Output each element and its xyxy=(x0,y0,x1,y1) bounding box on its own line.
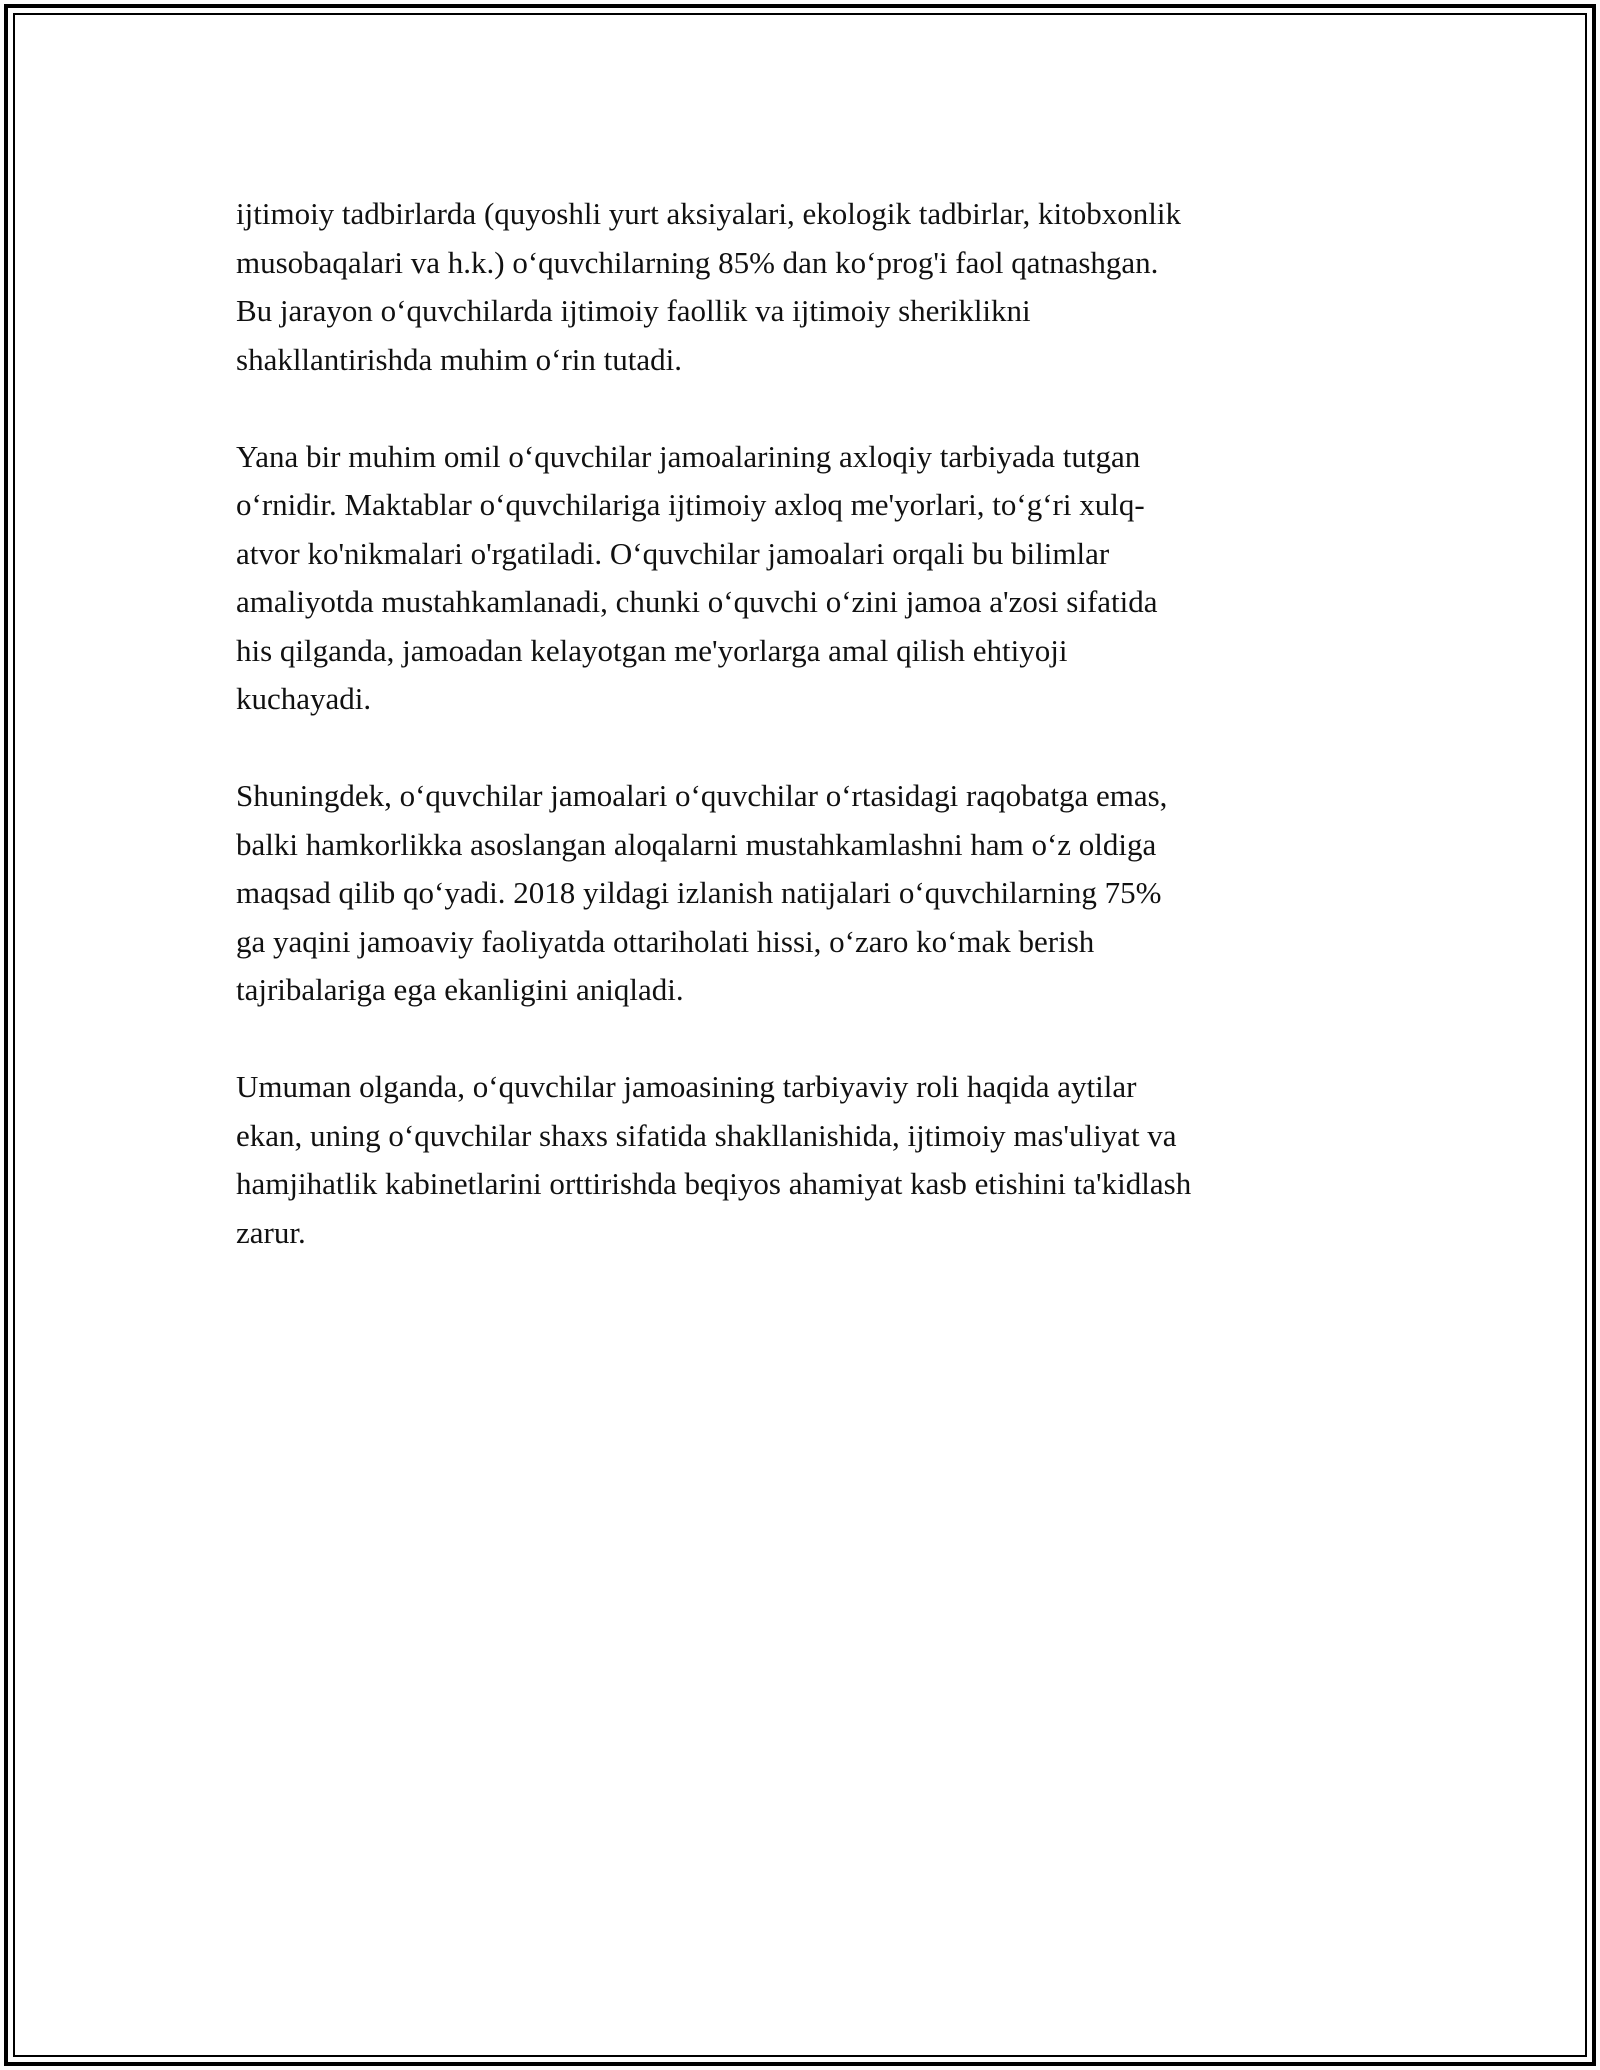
text-line: hamjihatlik kabinetlarini orttirishda beqiyos ahamiyat kasb etishini ta'kidlash xyxy=(236,1166,1192,1201)
paragraph-2 xyxy=(236,433,1396,724)
text-line: Yana bir muhim omil o‘quvchilar jamoalarining axloqiy tarbiyada tutgan xyxy=(236,438,1141,474)
paragraph-3 xyxy=(236,772,1396,1015)
text-line: ijtimoiy tadbirlarda (quyoshli yurt aksiyalari, ekologik tadbirlar, kitobxonlik xyxy=(236,196,1181,231)
text-line: ga yaqini jamoaviy faoliyatda ottariholati hissi, o‘zaro ko‘mak berish xyxy=(236,923,1095,959)
text-line: Umuman olganda, o‘quvchilar jamoasining tarbiyaviy roli haqida aytilar xyxy=(236,1069,1137,1104)
text-line: balki hamkorlikka asoslangan aloqalarni mustahkamlashni ham o‘z oldiga xyxy=(236,826,1157,862)
document-body xyxy=(236,190,1396,1306)
text-line: his qilganda, jamoadan kelayotgan me'yorlarga amal qilish ehtiyoji xyxy=(236,632,1068,668)
text-line: kuchayadi. xyxy=(236,681,372,716)
text-line: ekan, uning o‘quvchilar shaxs sifatida shakllanishida, ijtimoiy mas'uliyat va xyxy=(236,1117,1177,1153)
text-line: shakllantirishda muhim o‘rin tutadi. xyxy=(236,341,682,377)
paragraph-1 xyxy=(236,190,1396,384)
paragraph-4 xyxy=(236,1063,1396,1257)
text-line: musobaqalari va h.k.) o‘quvchilarning 85% dan ko‘prog'i faol qatnashgan. xyxy=(236,244,1159,280)
text-line: atvor ko'nikmalari o'rgatiladi. O‘quvchilar jamoalari orqali bu bilimlar xyxy=(236,535,1110,571)
text-line: maqsad qilib qo‘yadi. 2018 yildagi izlanish natijalari o‘quvchilarning 75% xyxy=(236,875,1162,910)
text-line: amaliyotda mustahkamlanadi, chunki o‘quvchi o‘zini jamoa a'zosi sifatida xyxy=(236,584,1158,619)
text-line: Shuningdek, o‘quvchilar jamoalari o‘quvchilar o‘rtasidagi raqobatga emas, xyxy=(236,778,1168,813)
text-line: zarur. xyxy=(236,1214,306,1250)
text-line: Bu jarayon o‘quvchilarda ijtimoiy faollik va ijtimoiy sheriklikni xyxy=(236,293,1031,328)
text-line: tajribalariga ega ekanligini aniqladi. xyxy=(236,972,684,1007)
text-line: o‘rnidir. Maktablar o‘quvchilariga ijtimoiy axloq me'yorlari, to‘g‘ri xulq- xyxy=(236,487,1145,522)
